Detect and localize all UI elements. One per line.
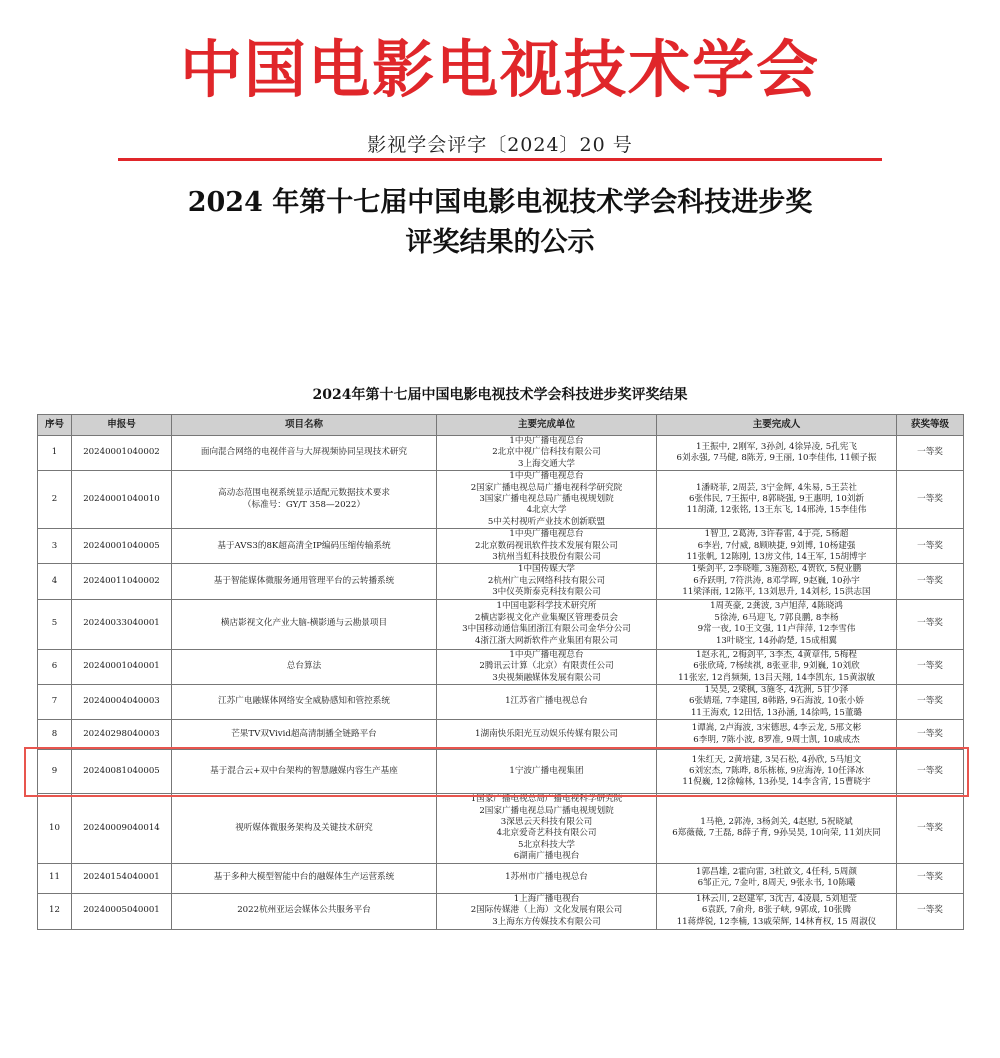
award-level: 一等奖 — [897, 750, 964, 794]
row-number: 1 — [38, 436, 72, 471]
completion-units: 1中央广播电视总台 2北京中视广信科技有限公司 3上海交通大学 — [437, 436, 657, 471]
completion-units: 1苏州市广播电视总台 — [437, 863, 657, 893]
row-number: 3 — [38, 529, 72, 564]
col-header-no: 序号 — [38, 415, 72, 436]
table-row — [38, 863, 964, 893]
announcement-title — [0, 183, 1000, 263]
table-row — [38, 794, 964, 863]
award-level: 一等奖 — [897, 863, 964, 893]
completion-units: 1中国电影科学技术研究所 2横店影视文化产业集聚区管理委员会 3中国移动通信集团浙江有限公司金华分公司 4浙江浙大网新软件产业集团有限公司 — [437, 599, 657, 649]
completion-persons: 1吴昊, 2梁枫, 3施冬, 4沈洲, 5甘少泽 6张婧瑶, 7李建国, 8韩路, 9石海波, 10张小娇 11王海欢, 12田恬, 13孙涵, 14徐鸣, 15董璐 — [657, 684, 897, 719]
project-name: 横店影视文化产业大脑-横影通与云勘景项目 — [172, 599, 437, 649]
application-id: 20240081040005 — [72, 750, 172, 794]
title-line-2: 评奖结果的公示 — [405, 227, 595, 258]
application-id: 20240001040001 — [72, 649, 172, 684]
row-number: 7 — [38, 684, 72, 719]
title-line-1: 2024 年第十七届中国电影电视技术学会科技进步奖 — [187, 187, 813, 218]
application-id: 20240033040001 — [72, 599, 172, 649]
completion-persons: 1柴剑平, 2李晓唯, 3施劲松, 4贺钦, 5倪业鹏 6乔跃明, 7符洪涛, 8邓学晖, 9赵巍, 10孙宇 11梁泽雨, 12陈平, 13刘思升, 14刘杉, 15洪志国 — [657, 564, 897, 599]
society-masthead: 中国电影电视技术学会 — [179, 33, 820, 106]
row-number: 4 — [38, 564, 72, 599]
row-number: 10 — [38, 794, 72, 863]
col-header-project: 项目名称 — [172, 415, 437, 436]
completion-persons: 1赵永礼, 2梅剑平, 3李杰, 4黄章伟, 5梅程 6张欣琦, 7杨续祺, 8张亚非, 9刘巍, 10刘欣 11张宏, 12肖频频, 13吕天翔, 14李凯东, 15黄淑敏 — [657, 649, 897, 684]
application-id: 20240011040002 — [72, 564, 172, 599]
table-row — [38, 599, 964, 649]
project-name: 基于混合云+双中台架构的智慧融媒内容生产基座 — [172, 750, 437, 794]
project-name: 基于智能媒体微服务通用管理平台的云转播系统 — [172, 564, 437, 599]
award-level: 一等奖 — [897, 720, 964, 750]
completion-units: 1国家广播电视总局广播电视科学研究院 2国家广播电视总局广播电视规划院 3深思云天科技有限公司 4北京爱奇艺科技有限公司 5北京科技大学 6湖南广播电视台 — [437, 794, 657, 863]
award-level: 一等奖 — [897, 471, 964, 529]
project-name: 江苏广电融媒体网络安全威胁感知和管控系统 — [172, 684, 437, 719]
application-id: 20240001040005 — [72, 529, 172, 564]
project-name: 基于AVS3的8K超高清全IP编码压缩传输系统 — [172, 529, 437, 564]
red-divider — [118, 158, 882, 161]
application-id: 20240154040001 — [72, 863, 172, 893]
application-id: 20240005040001 — [72, 893, 172, 929]
results-table — [37, 414, 964, 930]
award-level: 一等奖 — [897, 649, 964, 684]
application-id: 20240001040002 — [72, 436, 172, 471]
completion-units: 1中国传媒大学 2杭州广电云网络科技有限公司 3中仪英斯泰克科技有限公司 — [437, 564, 657, 599]
award-level: 一等奖 — [897, 564, 964, 599]
application-id: 20240009040014 — [72, 794, 172, 863]
table-row — [38, 529, 964, 564]
completion-persons: 1朱红天, 2黄培建, 3吴石松, 4孙欣, 5马旭文 6刘宏杰, 7陈晔, 8乐栋栋, 9应海涛, 10任泽冰 11倪巍, 12徐翰林, 13孙旻, 14李含宵, 15曹晓宇 — [657, 750, 897, 794]
table-row — [38, 649, 964, 684]
row-number: 6 — [38, 649, 72, 684]
completion-units: 1中央广播电视总台 2腾讯云计算（北京）有限责任公司 3央视频融媒体发展有限公司 — [437, 649, 657, 684]
table-row — [38, 684, 964, 719]
row-number: 12 — [38, 893, 72, 929]
application-id: 20240298040003 — [72, 720, 172, 750]
project-name: 高动态范围电视系统显示适配元数据技术要求 （标准号：GY/T 358—2022） — [172, 471, 437, 529]
table-caption: 2024年第十七届中国电影电视技术学会科技进步奖评奖结果 — [312, 387, 688, 403]
award-level: 一等奖 — [897, 599, 964, 649]
award-level: 一等奖 — [897, 529, 964, 564]
award-level: 一等奖 — [897, 893, 964, 929]
award-level: 一等奖 — [897, 436, 964, 471]
completion-persons: 1谭嵩, 2卢海波, 3宋德思, 4李云龙, 5邢文彬 6李明, 7陈小波, 8罗准, 9周士凯, 10戚成杰 — [657, 720, 897, 750]
table-row — [38, 436, 964, 471]
project-name: 视听媒体微服务架构及关键技术研究 — [172, 794, 437, 863]
project-name: 总台算法 — [172, 649, 437, 684]
completion-units: 1湖南快乐阳光互动娱乐传媒有限公司 — [437, 720, 657, 750]
document-number: 影视学会评字〔2024〕20 号 — [367, 134, 633, 156]
completion-persons: 1郭昌雄, 2霍向雷, 3杜啟文, 4任科, 5周颜 6邹正元, 7金叶, 8周天, 9张永书, 10陈曦 — [657, 863, 897, 893]
award-level: 一等奖 — [897, 684, 964, 719]
col-header-level: 获奖等级 — [897, 415, 964, 436]
completion-persons: 1林云川, 2赵建军, 3沈吉, 4凌晨, 5刘旭莹 6袁跃, 7俞舟, 8张子峡, 9郭成, 10张腾 11蒋烨锐, 12李楠, 13戚荣辉, 14林育权, 15 周淑仪 — [657, 893, 897, 929]
completion-units: 1宁波广播电视集团 — [437, 750, 657, 794]
row-number: 5 — [38, 599, 72, 649]
col-header-app-id: 申报号 — [72, 415, 172, 436]
completion-persons: 1王振中, 2刚军, 3孙剑, 4徐异凌, 5孔宪飞 6刘永强, 7马健, 8陈芳, 9王丽, 10李佳伟, 11顿子振 — [657, 436, 897, 471]
completion-persons: 1马艳, 2郭涛, 3杨剑关, 4赵慰, 5祝晓斌 6郑薇薇, 7王磊, 8薛子育, 9孙吴昊, 10向荣, 11刘庆同 — [657, 794, 897, 863]
table-row — [38, 471, 964, 529]
completion-persons: 1智卫, 2葛涛, 3许春雷, 4于亮, 5杨超 6李岩, 7付威, 8顾映捷, 9刘博, 10杨建强 11张帆, 12陈刚, 13房文伟, 14王军, 15胡博宇 — [657, 529, 897, 564]
table-row — [38, 720, 964, 750]
project-name: 面向混合网络的电视伴音与大屏视频协同呈现技术研究 — [172, 436, 437, 471]
table-row — [38, 564, 964, 599]
table-header-row — [38, 415, 964, 436]
application-id: 20240004040003 — [72, 684, 172, 719]
table-row — [38, 750, 964, 794]
application-id: 20240001040010 — [72, 471, 172, 529]
award-level: 一等奖 — [897, 794, 964, 863]
completion-persons: 1潘晓菲, 2周芸, 3宁金辉, 4朱易, 5王芸社 6张伟民, 7王振中, 8郭晓强, 9王惠明, 10刘新 11胡潇, 12张铭, 13王东飞, 14邢涛, 15李佳伟 — [657, 471, 897, 529]
project-name: 基于多种大模型智能中台的融媒体生产运营系统 — [172, 863, 437, 893]
row-number: 9 — [38, 750, 72, 794]
row-number: 2 — [38, 471, 72, 529]
row-number: 11 — [38, 863, 72, 893]
completion-units: 1江苏省广播电视总台 — [437, 684, 657, 719]
project-name: 2022杭州亚运会媒体公共服务平台 — [172, 893, 437, 929]
row-number: 8 — [38, 720, 72, 750]
col-header-units: 主要完成单位 — [437, 415, 657, 436]
completion-units: 1上海广播电视台 2国际传媒港（上海）文化发展有限公司 3上海东方传媒技术有限公司 — [437, 893, 657, 929]
completion-persons: 1周英豪, 2龚波, 3卢旭萍, 4陈晓鸿 5徐涛, 6马迎飞, 7郭良鹏, 8李杨 9常一夜, 10王文强, 11卢萍萍, 12李雪伟 13叶晓宝, 14孙韵楚, 15成相翼 — [657, 599, 897, 649]
table-row — [38, 893, 964, 929]
col-header-persons: 主要完成人 — [657, 415, 897, 436]
completion-units: 1中央广播电视总台 2北京数码视讯软件技术发展有限公司 3杭州当虹科技股份有限公司 — [437, 529, 657, 564]
project-name: 芒果TV双Vivid超高清制播全链路平台 — [172, 720, 437, 750]
completion-units: 1中央广播电视总台 2国家广播电视总局广播电视科学研究院 3国家广播电视总局广播电视规划院 4北京大学 5中关村视听产业技术创新联盟 — [437, 471, 657, 529]
